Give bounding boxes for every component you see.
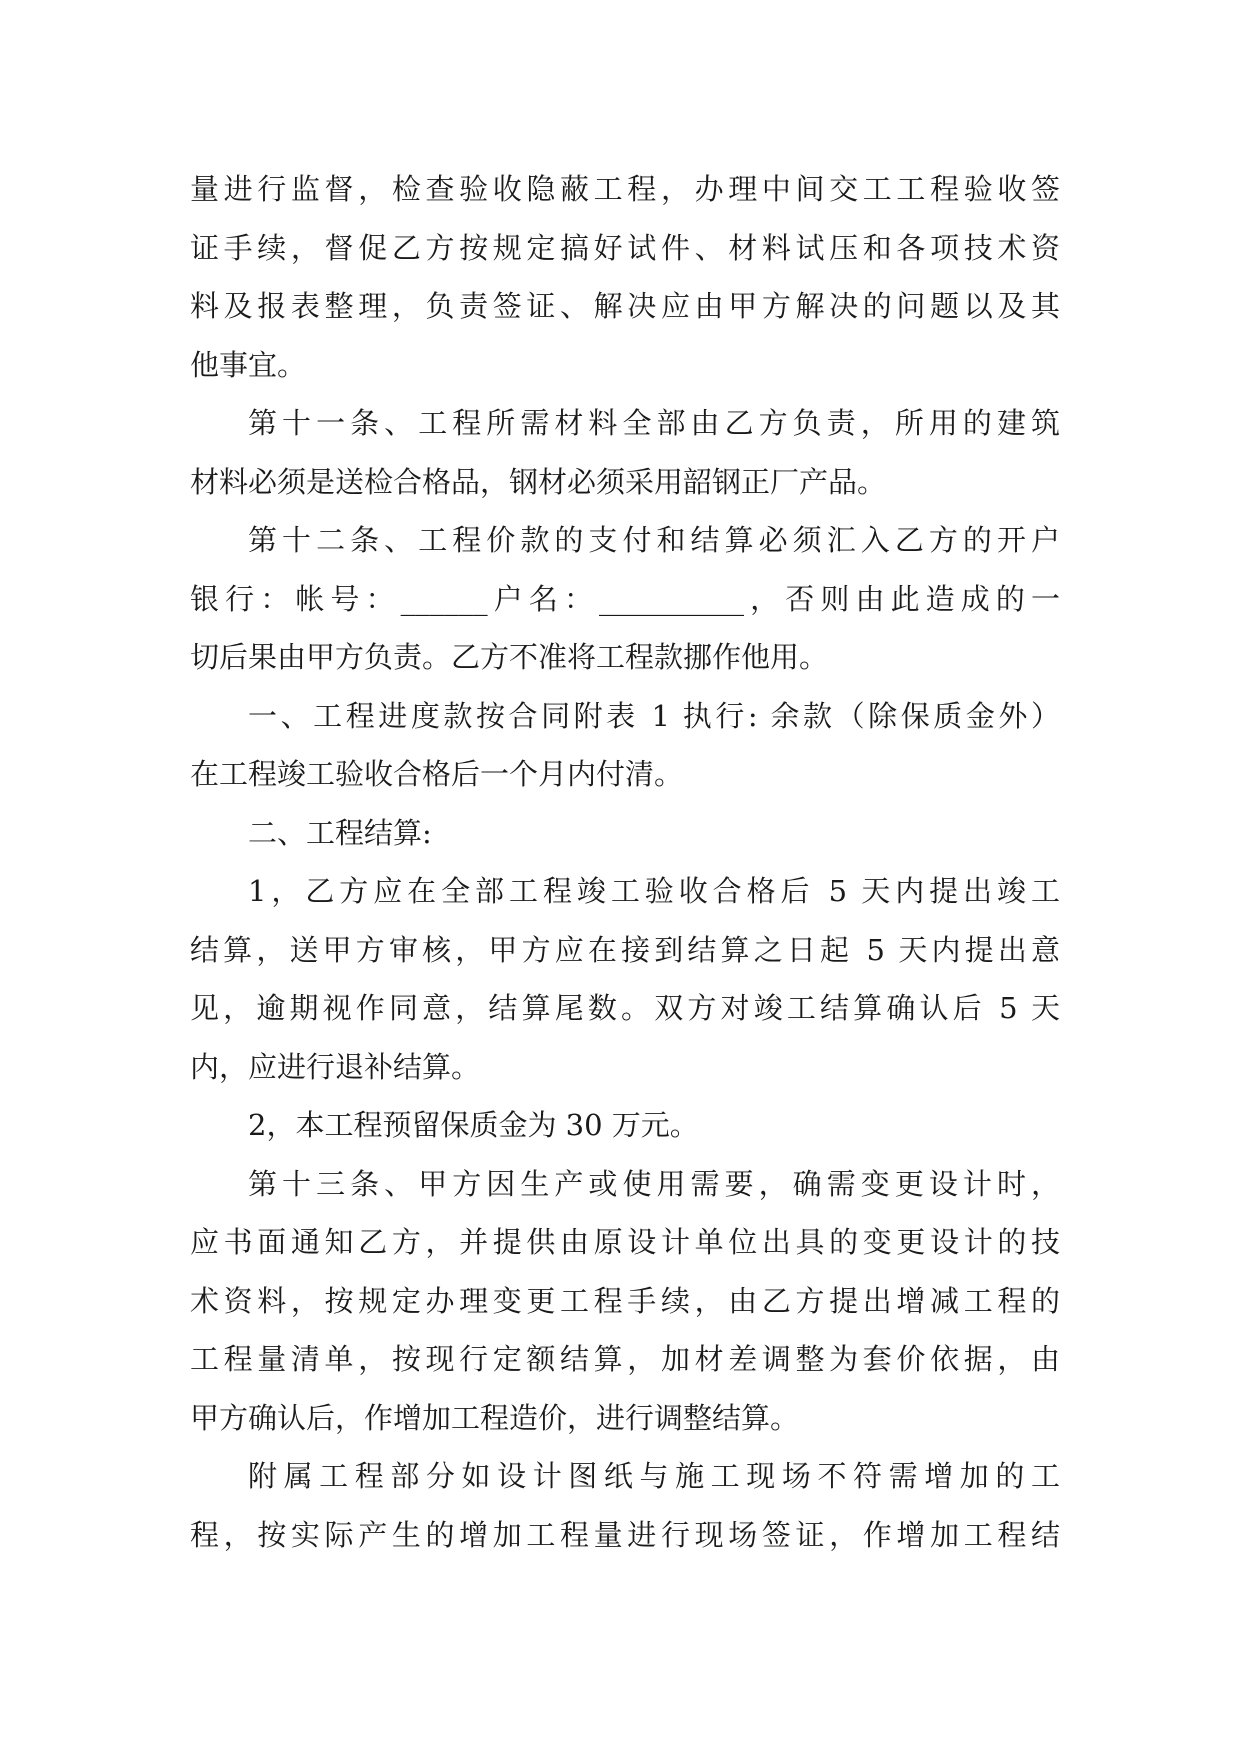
text-line: 内，应进行退补结算。 xyxy=(190,1049,481,1084)
text-line: 甲方确认后，作增加工程造价，进行调整结算。 xyxy=(190,1400,800,1435)
text-line: 第十一条、工程所需材料全部由乙方负责，所用的建筑 xyxy=(248,406,1060,440)
text-line: 结算，送甲方审核，甲方应在接到结算之日起 5 天内提出意 xyxy=(190,932,1060,967)
text-line: 应书面通知乙方，并提供由原设计单位出具的变更设计的技 xyxy=(190,1225,1060,1259)
text-line: 量进行监督，检查验收隐蔽工程，办理中间交工工程验收签 xyxy=(190,172,1060,206)
document-body xyxy=(190,160,1060,1564)
text-line: 第十二条、工程价款的支付和结算必须汇入乙方的开户 xyxy=(248,523,1060,557)
text-line: 见，逾期视作同意，结算尾数。双方对竣工结算确认后 5 天 xyxy=(190,991,1060,1025)
text-line: 料及报表整理，负责签证、解决应由甲方解决的问题以及其 xyxy=(190,289,1060,323)
text-line: 附属工程部分如设计图纸与施工现场不符需增加的工 xyxy=(248,1459,1060,1493)
text-line: 材料必须是送检合格品，钢材必须采用韶钢正厂产品。 xyxy=(190,464,887,499)
text-line: 程，按实际产生的增加工程量进行现场签证，作增加工程结 xyxy=(190,1517,1060,1552)
text-line: 他事宜。 xyxy=(190,347,307,382)
text-line: 2，本工程预留保质金为 30 万元。 xyxy=(248,1108,699,1142)
text-line: 证手续，督促乙方按规定搞好试件、材料试压和各项技术资 xyxy=(190,230,1060,265)
text-line: 第十三条、甲方因生产或使用需要，确需变更设计时， xyxy=(248,1166,1060,1201)
text-line: 术资料，按规定办理变更工程手续，由乙方提出增减工程的 xyxy=(190,1283,1060,1318)
text-line: 工程量清单，按现行定额结算，加材差调整为套价依据，由 xyxy=(190,1342,1060,1376)
text-line: 一、工程进度款按合同附表 1 执行: 余款（除保质金外） xyxy=(248,698,1060,733)
text-line: 银行：帐号：______户名：__________，否则由此造成的一 xyxy=(190,581,1060,616)
text-line: 二、工程结算: xyxy=(248,815,432,850)
text-line: 切后果由甲方负责。乙方不准将工程款挪作他用。 xyxy=(190,640,829,674)
text-line: 1，乙方应在全部工程竣工验收合格后 5 天内提出竣工 xyxy=(248,874,1060,908)
text-line: 在工程竣工验收合格后一个月内付清。 xyxy=(190,757,684,791)
